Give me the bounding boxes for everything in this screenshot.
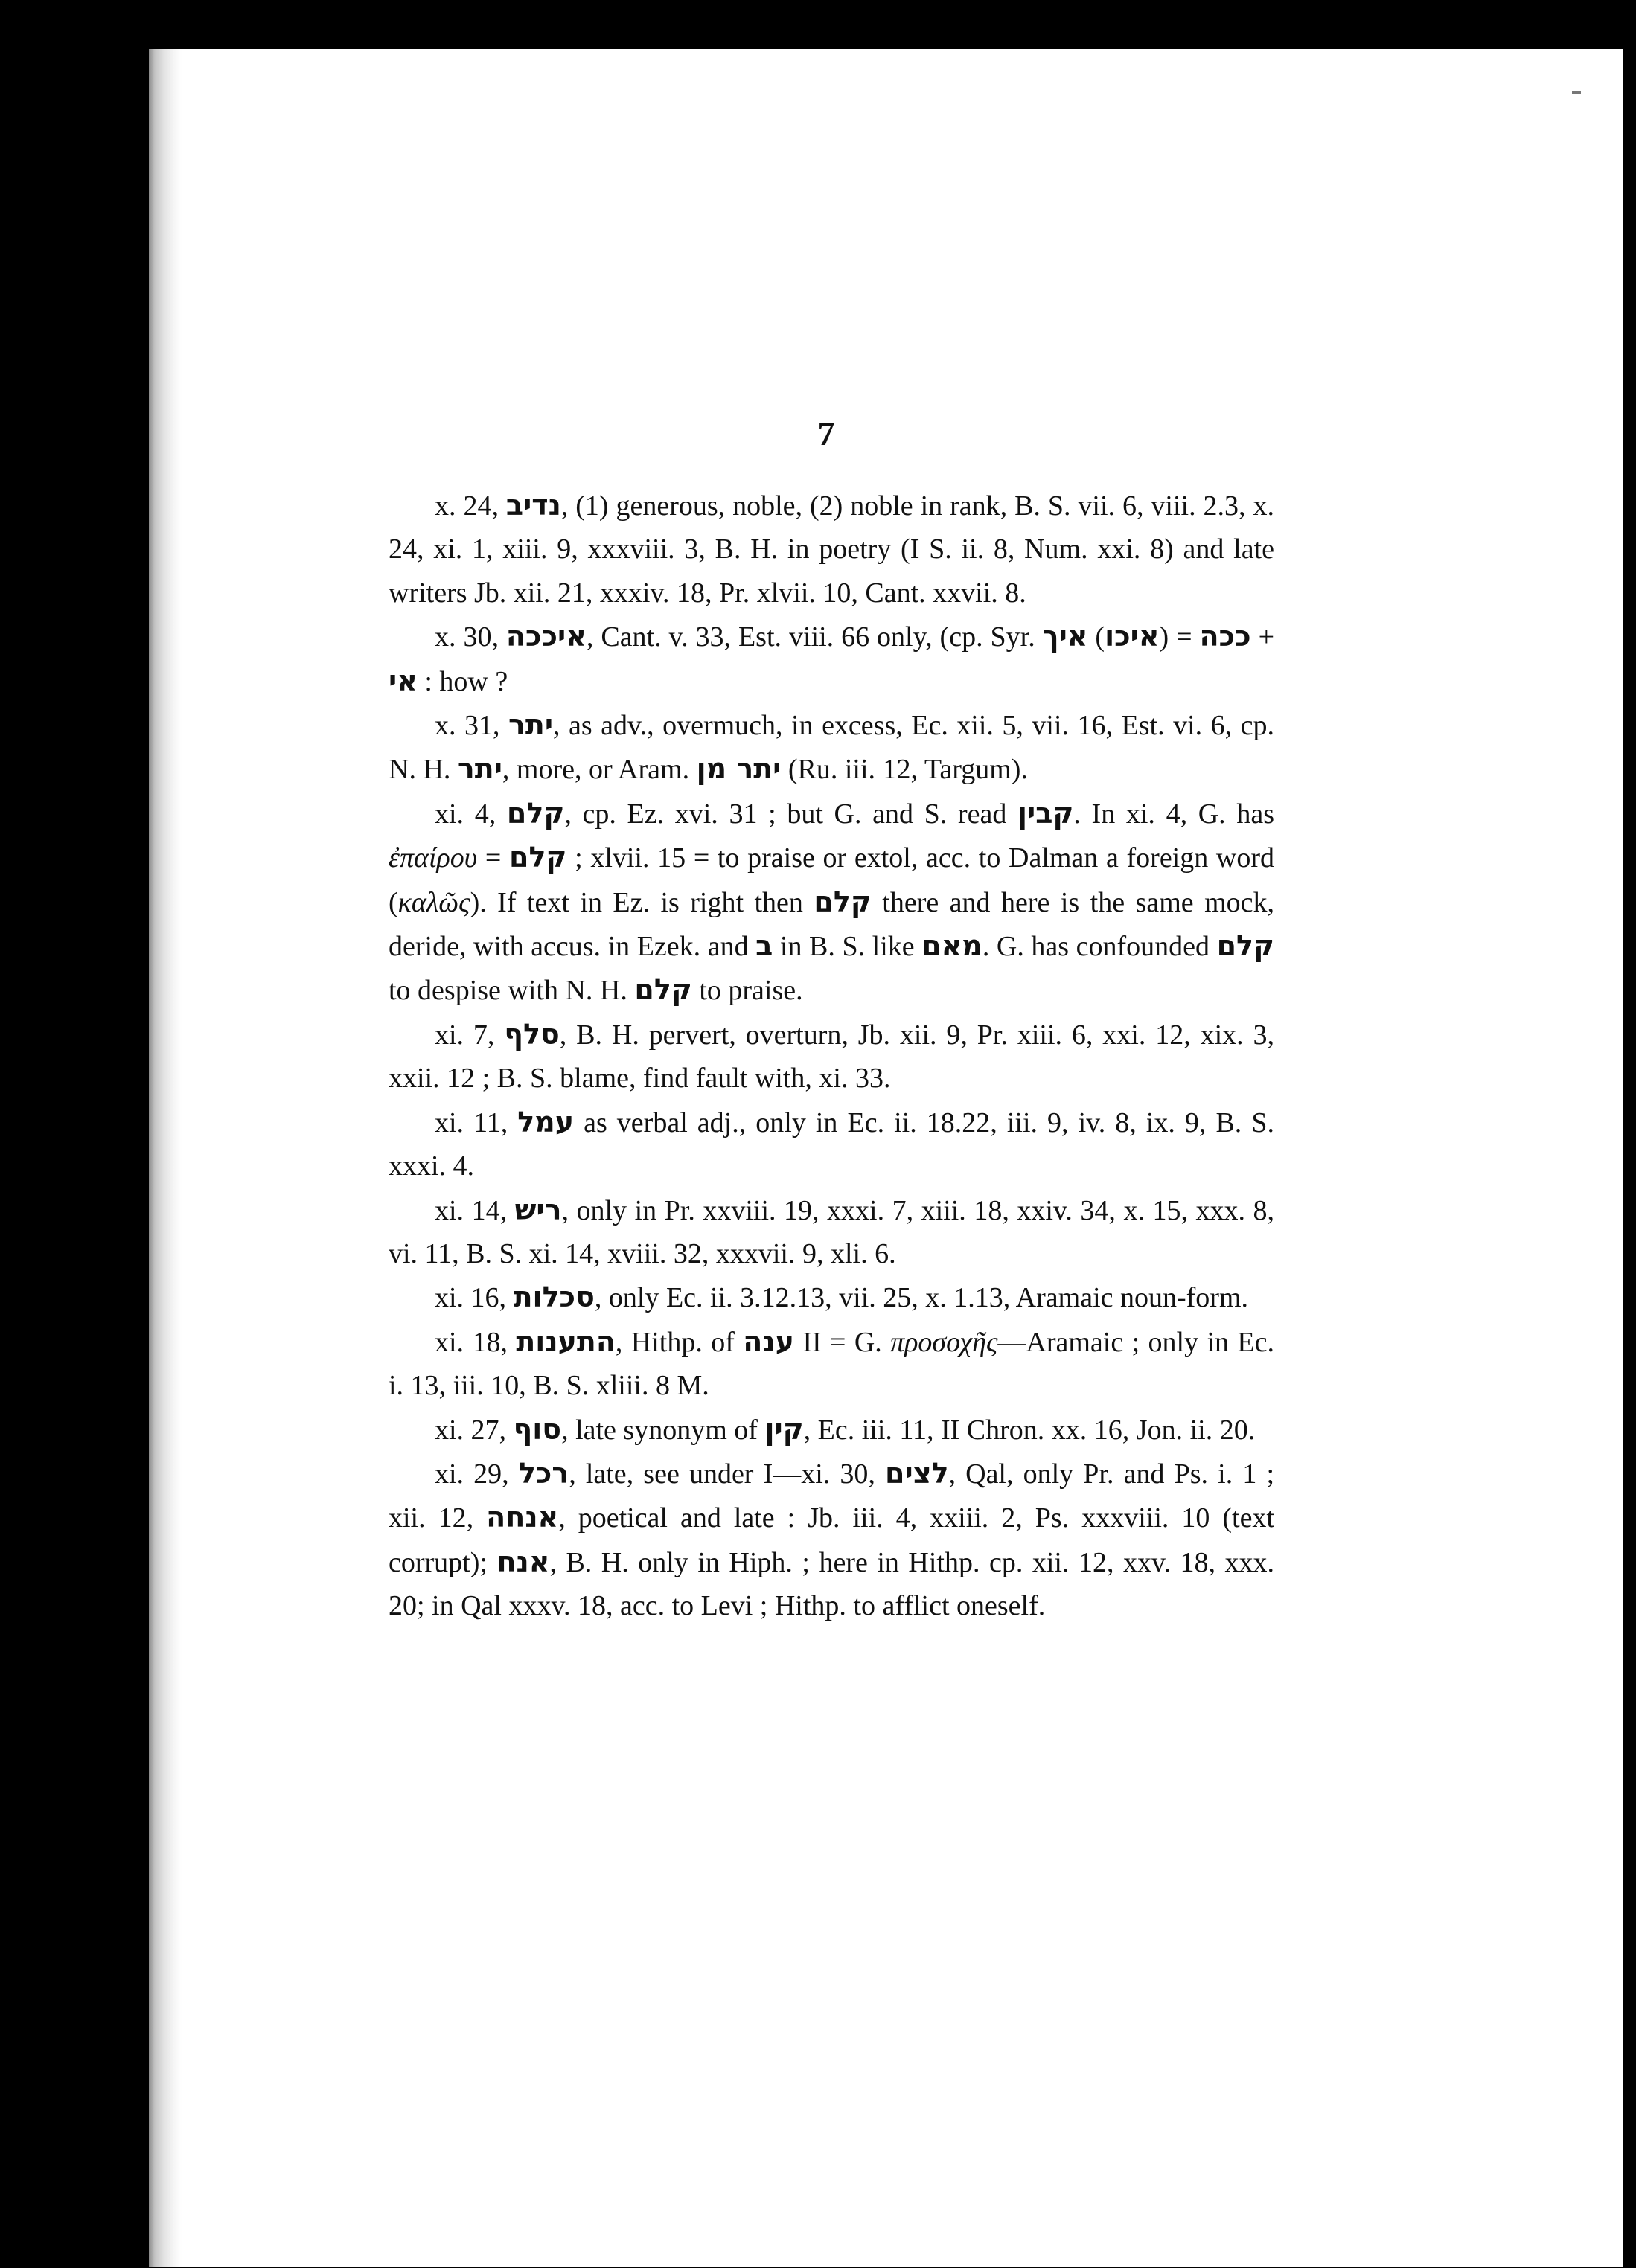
entry-text: xi. 18, xyxy=(435,1326,517,1358)
hebrew-term: ככה xyxy=(1199,620,1251,653)
hebrew-term: סלף xyxy=(504,1017,560,1051)
entry-text: ). If text in Ez. is right then xyxy=(470,886,814,918)
entry-text: xi. 27, xyxy=(435,1414,514,1446)
entry-text: (Ru. iii. 12, Targum). xyxy=(781,754,1028,786)
hebrew-term: התענות xyxy=(516,1324,616,1358)
entry-text: , cp. Ez. xvi. 31 ; but G. and S. read xyxy=(564,798,1017,830)
entry-text: , Qal, only Pr. and Ps. i. 1 ; xii. 12, xyxy=(389,1458,1274,1534)
glossary-entry xyxy=(389,1101,1274,1188)
entry-text: , Hithp. of xyxy=(615,1326,744,1358)
greek-term: προσοχῆς xyxy=(890,1326,998,1358)
hebrew-term: איכו xyxy=(1105,620,1160,653)
hebrew-term: קלם xyxy=(814,885,872,918)
entry-text: , Cant. v. 33, Est. viii. 66 only, (cp. Syr. xyxy=(586,621,1043,653)
entry-text: to despise with N. H. xyxy=(389,975,635,1007)
entry-text: xi. 14, xyxy=(435,1194,515,1226)
hebrew-term: איככה xyxy=(505,620,587,653)
hebrew-term: יתר xyxy=(457,752,502,786)
hebrew-term: יתר מן xyxy=(696,752,782,786)
page-number: 7 xyxy=(817,414,835,452)
glossary-entry xyxy=(389,615,1274,703)
glossary-entry xyxy=(389,1275,1274,1319)
hebrew-term: יתר xyxy=(508,708,554,742)
entry-text: + xyxy=(1250,621,1274,653)
entry-text: = xyxy=(477,842,509,874)
glossary-text xyxy=(389,484,1274,1628)
glossary-entry xyxy=(389,1188,1274,1276)
hebrew-term: קלם xyxy=(634,973,692,1007)
hebrew-term: קלם xyxy=(508,841,567,874)
entry-text: , only in Pr. xxviii. 19, xxxi. 7, xiii. 18, xxiv. 34, x. 15, xxx. 8, vi. 11, B. S. xi. 14, xviii. 32, xxxvii. 9, xli. 6. xyxy=(389,1194,1274,1269)
hebrew-term: קבין xyxy=(1017,796,1074,830)
entry-text: x. 30, xyxy=(435,621,506,653)
hebrew-term: קלם xyxy=(1216,929,1274,963)
glossary-entry xyxy=(389,1320,1274,1408)
entry-text: , late, see under I—xi. 30, xyxy=(569,1458,886,1490)
entry-text: xi. 4, xyxy=(435,798,507,830)
page-binding-edge xyxy=(149,49,182,2267)
glossary-entry xyxy=(389,792,1274,1013)
hebrew-term: אנחה xyxy=(486,1501,559,1534)
entry-text: as verbal adj., only in Ec. ii. 18.22, iii. 9, iv. 8, ix. 9, B. S. xxxi. 4. xyxy=(389,1106,1274,1182)
glossary-entry xyxy=(389,1408,1274,1452)
entry-text: xi. 7, xyxy=(435,1019,505,1051)
entry-text: , more, or Aram. xyxy=(502,754,697,786)
scan-speck xyxy=(1572,91,1581,94)
hebrew-term: קין xyxy=(764,1412,804,1446)
entry-text: xi. 11, xyxy=(435,1106,518,1138)
entry-text: ; xlvii. 15 = to praise or extol, acc. to Dalman a foreign word ( xyxy=(389,842,1275,918)
entry-text: x. 24, xyxy=(435,490,506,522)
entry-text: , late synonym of xyxy=(561,1414,765,1446)
glossary-entry xyxy=(389,703,1274,792)
entry-text: x. 31, xyxy=(435,710,508,742)
entry-text: xi. 16, xyxy=(435,1282,514,1314)
hebrew-term: נדיב xyxy=(505,489,561,522)
glossary-entry xyxy=(389,484,1274,615)
hebrew-term: סוף xyxy=(513,1412,562,1446)
greek-term: καλῶς xyxy=(397,886,470,918)
entry-text: , (1) generous, noble, (2) noble in rank, B. S. vii. 6, viii. 2.3, x. 24, xi. 1, xiii. 9, xxxviii. 3, B. H. in poetry (I S. ii. 8, Num. xxi. 8) and late writers Jb. xii. 21, xxxiv. 18, Pr. xlvii. 10, Cant. xxvii. 8. xyxy=(389,490,1274,609)
entry-text: xi. 29, xyxy=(435,1458,519,1490)
hebrew-term: רכל xyxy=(518,1456,569,1490)
entry-text: II = G. xyxy=(793,1326,891,1358)
entry-text: to praise. xyxy=(691,975,803,1007)
entry-text: , only Ec. ii. 3.12.13, vii. 25, x. 1.13, Aramaic noun-form. xyxy=(594,1282,1249,1314)
hebrew-term: אנח xyxy=(496,1545,550,1578)
hebrew-term: עמל xyxy=(517,1105,575,1138)
hebrew-term: לצים xyxy=(885,1456,949,1490)
entry-text: , B. H. pervert, overturn, Jb. xii. 9, Pr. xiii. 6, xxi. 12, xix. 3, xxii. 12 ; B. S. blame, find fault with, xi. 33. xyxy=(389,1019,1274,1095)
hebrew-term: ב xyxy=(755,929,773,963)
entry-text: , as adv., overmuch, in excess, Ec. xii. 5, vii. 16, Est. vi. 6, cp. N. H. xyxy=(389,710,1274,786)
entry-text: —Aramaic ; only in Ec. i. 13, iii. 10, B. S. xliii. 8 M. xyxy=(389,1326,1275,1402)
glossary-entry xyxy=(389,1013,1274,1101)
hebrew-term: אי xyxy=(389,664,418,697)
hebrew-term: איך xyxy=(1042,620,1088,653)
hebrew-term: ענה xyxy=(743,1324,794,1358)
greek-term: ἐπαίρου xyxy=(389,842,478,874)
entry-text: in B. S. like xyxy=(773,931,922,963)
hebrew-term: ריש xyxy=(514,1193,562,1226)
hebrew-term: מאם xyxy=(921,929,982,963)
hebrew-term: קלם xyxy=(506,796,565,830)
hebrew-term: סכלות xyxy=(513,1281,595,1314)
glossary-entry xyxy=(389,1452,1274,1628)
entry-text: . In xi. 4, G. has xyxy=(1073,798,1274,830)
entry-text: ) = xyxy=(1159,621,1200,653)
entry-text: : how ? xyxy=(417,665,508,697)
entry-text: , B. H. only in Hiph. ; here in Hithp. cp. xii. 12, xxv. 18, xxx. 20; in Qal xxxv. 18, acc. to Levi ; Hithp. to afflict oneself. xyxy=(389,1546,1274,1622)
entry-text: , poetical and late : Jb. iii. 4, xxiii. 2, Ps. xxxviii. 10 (text corrupt); xyxy=(389,1502,1274,1578)
entry-text: , Ec. iii. 11, II Chron. xx. 16, Jon. ii. 20. xyxy=(803,1414,1256,1446)
entry-text: ( xyxy=(1087,621,1105,653)
entry-text: . G. has confounded xyxy=(982,931,1217,963)
entry-text: there and here is the same mock, deride, with accus. in Ezek. and xyxy=(389,886,1275,963)
